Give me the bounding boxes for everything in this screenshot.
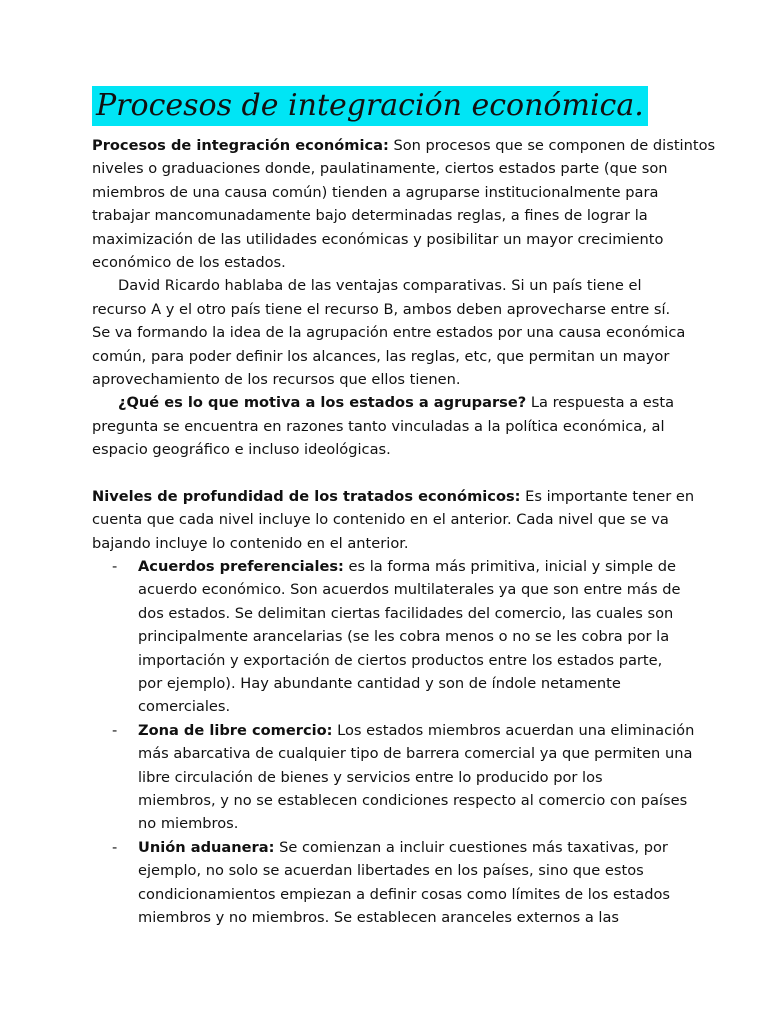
paragraph-line: cuenta que cada nivel incluye lo contenido en el anterior. Cada nivel que se va	[92, 511, 669, 529]
list-item-line: miembros y no miembros. Se establecen aranceles externos a las	[138, 908, 620, 926]
list-item-line: comerciales.	[138, 698, 231, 716]
list-item	[92, 719, 695, 836]
paragraph-line: Es importante tener en	[520, 487, 695, 505]
list-item-line: por ejemplo). Hay abundante cantidad y son de índole netamente	[138, 674, 621, 692]
paragraph-ricardo	[92, 274, 692, 391]
paragraph-line: David Ricardo hablaba de las ventajas comparativas. Si un país tiene el	[118, 277, 642, 295]
list-item-lead: Zona de libre comercio:	[138, 721, 333, 739]
paragraph-line: maximización de las utilidades económicas y posibilitar un mayor crecimiento	[92, 230, 664, 248]
list-item-line: dos estados. Se delimitan ciertas facilidades del comercio, las cuales son	[138, 604, 674, 622]
paragraph-lead: Procesos de integración económica:	[92, 137, 389, 154]
paragraph-lead: Niveles de profundidad de los tratados económicos:	[92, 487, 521, 505]
list-dash: -	[112, 558, 118, 576]
paragraph-line: trabajar mancomunadamente bajo determinadas reglas, a fines de lograr la	[92, 207, 648, 225]
list-item-lead: Unión aduanera:	[138, 838, 275, 856]
paragraph-line: pregunta se encuentra en razones tanto vinculadas a la política económica, al	[92, 417, 665, 435]
paragraph-line: Se va formando la idea de la agrupación entre estados por una causa económica	[92, 324, 686, 342]
list-item-line: no miembros.	[138, 815, 239, 833]
list-item-lead: Acuerdos preferenciales:	[138, 558, 344, 576]
list-item-line: principalmente arancelarias (se les cobra menos o no se les cobra por la	[138, 628, 670, 646]
list-item	[92, 555, 692, 719]
paragraph-line: común, para poder definir los alcances, las reglas, etc, que permitan un mayor	[92, 347, 670, 365]
paragraph-motivation	[92, 391, 692, 461]
paragraph-line: recurso A y el otro país tiene el recurso B, ambos deben aprovecharse entre sí.	[92, 300, 671, 318]
paragraph-line: aprovechamiento de los recursos que ellos tienen.	[92, 370, 461, 388]
list-item-line: más abarcativa de cualquier tipo de barrera comercial ya que permiten una	[138, 745, 693, 763]
paragraph-line: económico de los estados.	[92, 253, 286, 271]
list-dash: -	[112, 721, 118, 739]
document-title: Procesos de integración económica.	[92, 86, 648, 126]
list-item-line: acuerdo económico. Son acuerdos multilaterales ya que son entre más de	[138, 581, 681, 599]
levels-list	[92, 555, 695, 929]
list-item-line: libre circulación de bienes y servicios entre lo producido por los	[138, 768, 603, 786]
paragraph-definition	[92, 134, 716, 274]
list-item-line: ejemplo, no solo se acuerdan libertades en los países, sino que estos	[138, 862, 644, 880]
paragraph-line: Son procesos que se componen de distintos	[388, 137, 716, 154]
list-item-line: miembros, y no se establecen condiciones respecto al comercio con países	[138, 791, 688, 809]
list-dash: -	[112, 838, 118, 856]
blank-line	[92, 461, 692, 484]
paragraph-levels	[92, 485, 695, 555]
list-item	[92, 836, 692, 930]
paragraph-line: bajando incluye lo contenido en el anterior.	[92, 534, 409, 552]
list-item-line: Los estados miembros acuerdan una eliminación	[332, 721, 695, 739]
list-item-line: Se comienzan a incluir cuestiones más taxativas, por	[274, 838, 668, 856]
paragraph-line: niveles o graduaciones donde, paulatinamente, ciertos estados parte (que son	[92, 160, 668, 178]
paragraph-line: La respuesta a esta	[526, 394, 675, 412]
list-item-line: importación y exportación de ciertos productos entre los estados parte,	[138, 651, 663, 669]
list-item-line: condicionamientos empiezan a definir cosas como límites de los estados	[138, 885, 671, 903]
paragraph-line: espacio geográfico e incluso ideológicas.	[92, 441, 391, 459]
document-body	[92, 134, 716, 929]
paragraph-lead: ¿Qué es lo que motiva a los estados a agruparse?	[118, 394, 527, 412]
list-item-line: es la forma más primitiva, inicial y simple de	[343, 558, 677, 576]
paragraph-line: miembros de una causa común) tienden a agruparse institucionalmente para	[92, 183, 659, 201]
